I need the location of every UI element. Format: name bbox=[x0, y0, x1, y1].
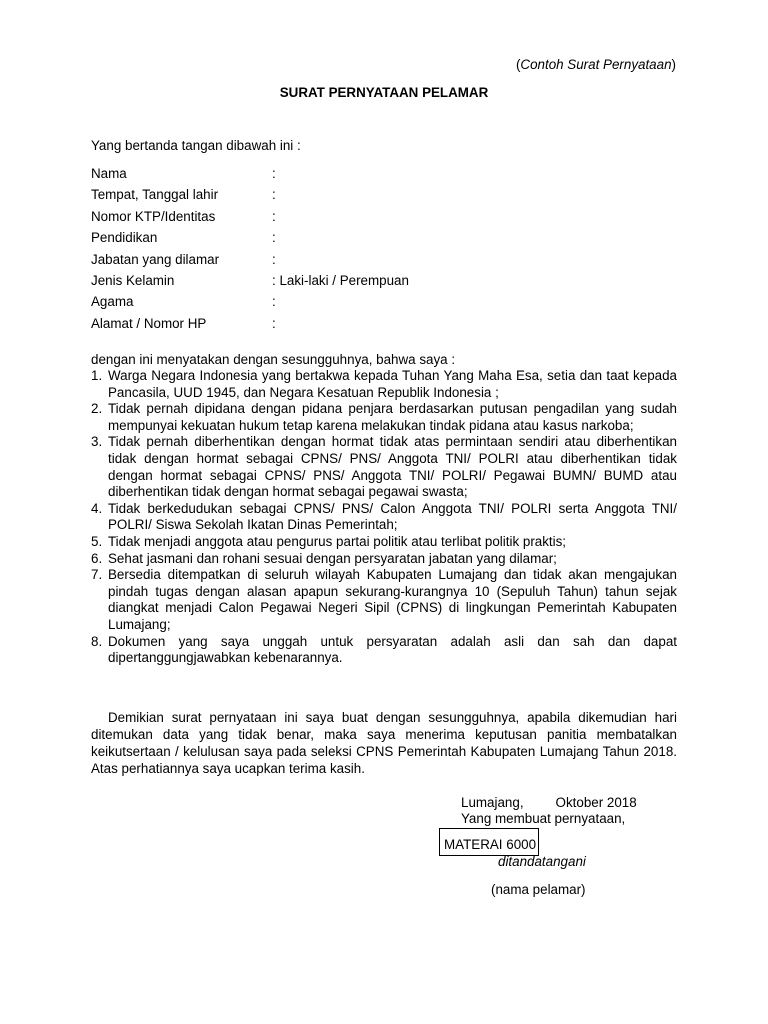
list-number: 4. bbox=[91, 500, 103, 516]
field-label: Nomor KTP/Identitas bbox=[91, 208, 216, 224]
list-item bbox=[91, 401, 677, 434]
list-item bbox=[91, 368, 677, 401]
list-item bbox=[91, 501, 677, 534]
list-text: Warga Negara Indonesia yang bertakwa kepada Tuhan Yang Maha Esa, setia dan taat kepada Pancasila, UUD 1945, dan Negara Kesatuan Republik Indonesia ; bbox=[108, 368, 677, 400]
field-value: : bbox=[272, 208, 276, 224]
list-number: 6. bbox=[91, 550, 103, 566]
list-number: 2. bbox=[91, 401, 103, 417]
header-note-text: Contoh Surat Pernyataan bbox=[520, 57, 672, 72]
header-note bbox=[516, 56, 676, 73]
field-value: : bbox=[272, 230, 276, 246]
list-number: 5. bbox=[91, 533, 103, 549]
header-note-open: ( bbox=[515, 57, 521, 72]
list-number: 7. bbox=[91, 567, 103, 583]
list-number: 3. bbox=[91, 434, 103, 450]
list-number: 8. bbox=[91, 633, 103, 649]
field-label: Nama bbox=[91, 166, 127, 181]
field-label: Alamat / Nomor HP bbox=[91, 315, 207, 331]
field-value: : Laki-laki / Perempuan bbox=[272, 272, 409, 288]
field-value: : bbox=[272, 294, 276, 310]
applicant-name-placeholder: (nama pelamar) bbox=[491, 882, 586, 897]
list-item bbox=[91, 551, 677, 568]
field-label: Jabatan yang dilamar bbox=[91, 251, 220, 267]
signature-date: Oktober 2018 bbox=[555, 795, 637, 810]
list-item bbox=[91, 534, 677, 551]
list-item bbox=[91, 634, 677, 667]
intro-text: Yang bertanda tangan dibawah ini : bbox=[91, 138, 301, 153]
field-value: : bbox=[272, 251, 276, 267]
field-label: Tempat, Tanggal lahir bbox=[91, 187, 219, 203]
field-label: Pendidikan bbox=[91, 230, 158, 246]
statement-list bbox=[91, 368, 677, 667]
field-value: : bbox=[272, 166, 276, 181]
list-text: Tidak menjadi anggota atau pengurus partai politik atau terlibat politik praktis; bbox=[108, 533, 567, 549]
list-text: Sehat jasmani dan rohani sesuai dengan persyaratan jabatan yang dilamar; bbox=[108, 550, 557, 566]
list-item bbox=[91, 434, 677, 500]
statement-intro: dengan ini menyatakan dengan sesungguhnya, bahwa saya : bbox=[91, 352, 456, 367]
header-note-close: ) bbox=[671, 57, 676, 72]
list-number: 1. bbox=[91, 368, 103, 383]
list-text: Tidak pernah diberhentikan dengan hormat tidak atas permintaan sendiri atau diberhentikan tidak dengan hormat sebagai CPNS/ PNS/ Anggota TNI/ POLRI atau diberhentikan tidak dengan hormat sebagai CPNS/ PNS/ Anggota TNI/ POLRI/ Pegawai BUMN/ BUMD atau diberhentikan tidak dengan hormat sebagai pegawai swasta; bbox=[108, 434, 677, 500]
signature-place: Lumajang, bbox=[461, 795, 524, 810]
field-label: Jenis Kelamin bbox=[91, 272, 175, 288]
stamp-label: MATERAI 6000 bbox=[444, 837, 537, 852]
list-text: Bersedia ditempatkan di seluruh wilayah Kabupaten Lumajang dan tidak akan mengajukan pindah tugas dengan alasan apapun sekurang-kurangnya 10 (Sepuluh Tahun) tahun sejak diangkat menjadi Calon Pegawai Negeri Sipil (CPNS) di lingkungan Pemerintah Kabupaten Lumajang; bbox=[108, 567, 677, 632]
field-value: : bbox=[272, 187, 276, 203]
list-text: Tidak pernah dipidana dengan pidana penjara berdasarkan putusan pengadilan yang sudah mempunyai kekuatan hukum tetap karena melakukan tindak pidana atau kasus narkoba; bbox=[108, 401, 677, 433]
field-value: : bbox=[272, 315, 276, 331]
closing-text: Demikian surat pernyataan ini saya buat dengan sesungguhnya, apabila dikemudian hari ditemukan data yang tidak benar, maka saya menerima keputusan panitia membatalkan keikutsertaan / kelulusan saya pada seleksi CPNS Pemerintah Kabupaten Lumajang Tahun 2018. Atas perhatiannya saya ucapkan terima kasih. bbox=[91, 710, 677, 776]
list-text: Dokumen yang saya unggah untuk persyaratan adalah asli dan sah dan dapat dipertanggungjawabkan kebenarannya. bbox=[108, 633, 677, 666]
signed-note: ditandatangani bbox=[498, 854, 586, 869]
signature-place-date bbox=[461, 794, 637, 811]
list-item bbox=[91, 567, 677, 633]
document-title: SURAT PERNYATAAN PELAMAR bbox=[279, 85, 489, 100]
signature-maker: Yang membuat pernyataan, bbox=[461, 811, 626, 826]
list-text: Tidak berkedudukan sebagai CPNS/ PNS/ Calon Anggota TNI/ POLRI serta Anggota TNI/ POLRI/ Siswa Sekolah Ikatan Dinas Pemerintah; bbox=[108, 500, 677, 533]
field-label: Agama bbox=[91, 294, 134, 310]
closing-paragraph bbox=[91, 709, 677, 777]
